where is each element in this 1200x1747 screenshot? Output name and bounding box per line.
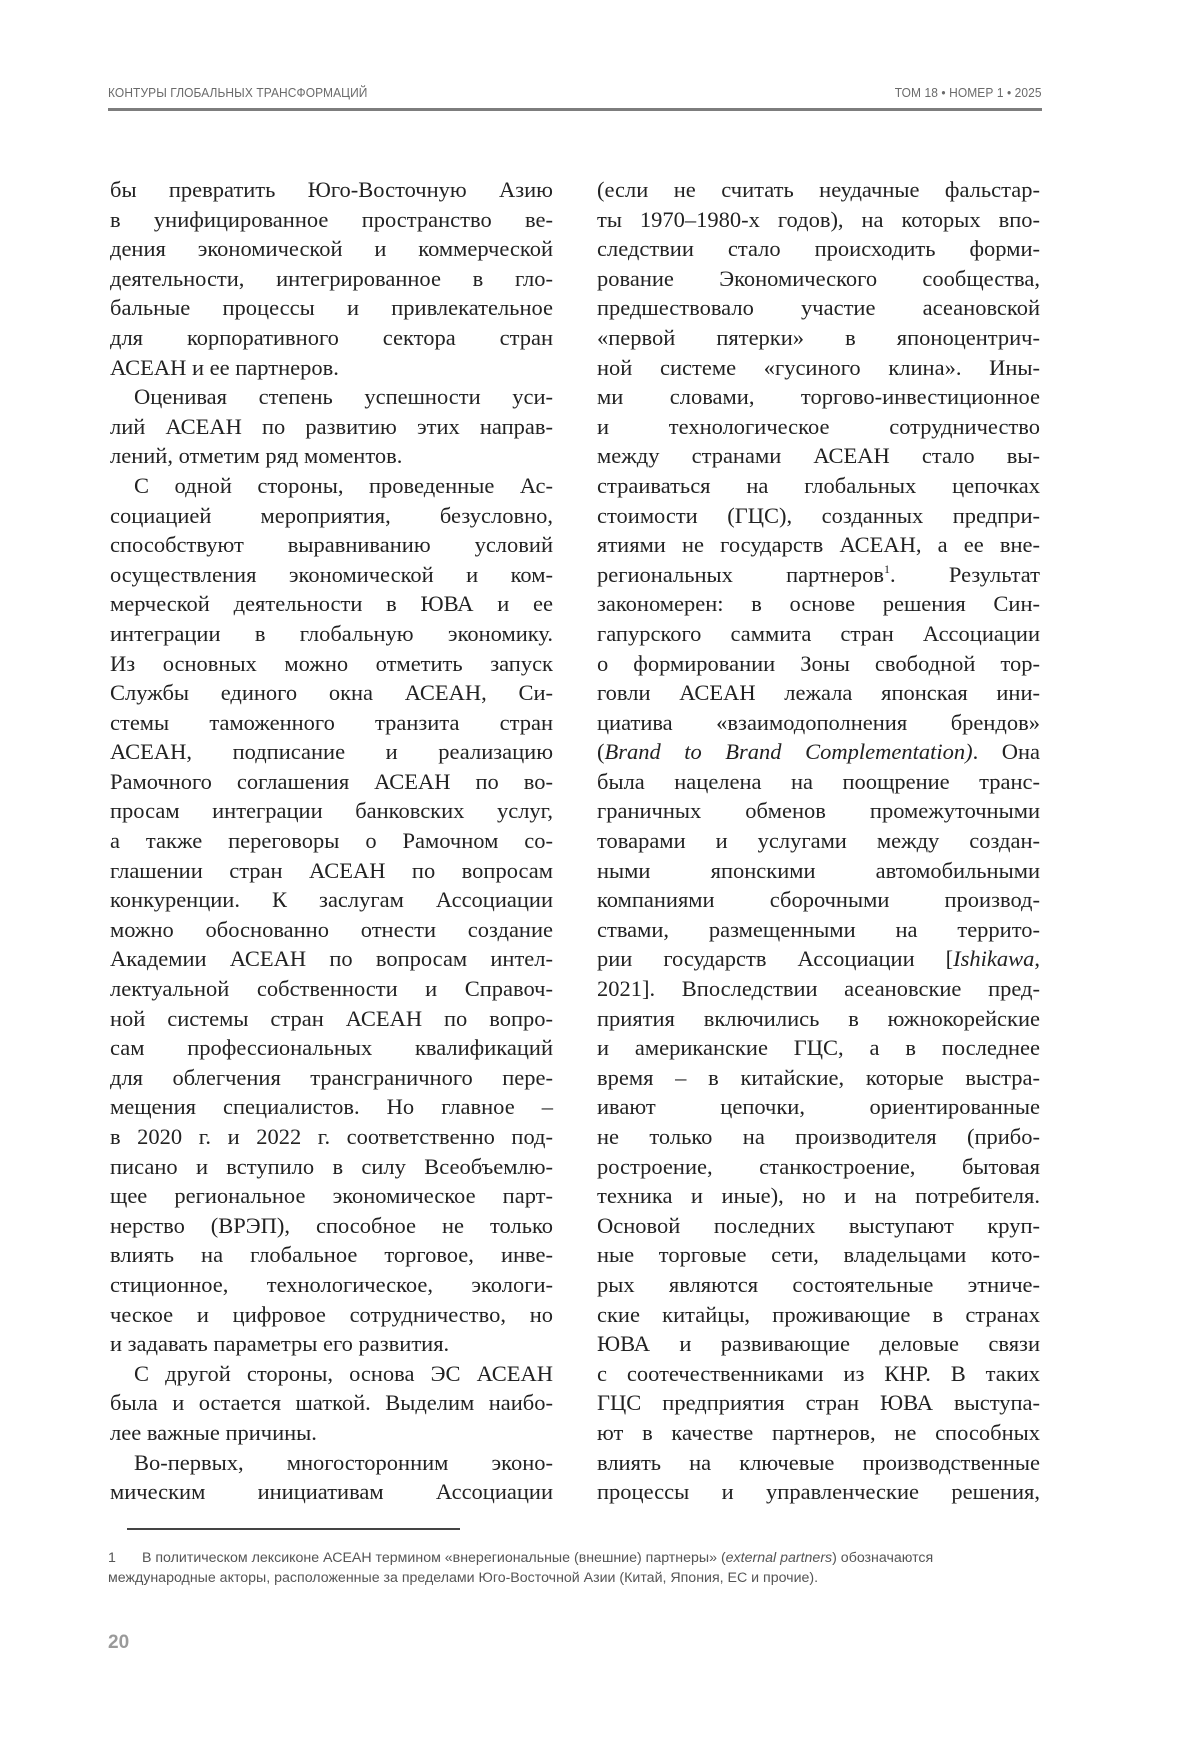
text-line: Академии АСЕАН по вопросам интел- bbox=[110, 944, 553, 974]
text-line: процессы и управленческие решения, bbox=[597, 1477, 1040, 1507]
text-line: в унифицированное пространство ве- bbox=[110, 205, 553, 235]
text-line: мещения специалистов. Но главное – bbox=[110, 1092, 553, 1122]
text-line: (если не считать неудачные фальстар- bbox=[597, 175, 1040, 205]
footnote-separator bbox=[127, 1528, 460, 1530]
text-line: бы превратить Юго-Восточную Азию bbox=[110, 175, 553, 205]
text-line: лектуальной собственности и Справоч- bbox=[110, 974, 553, 1004]
text-line: лий АСЕАН по развитию этих направ- bbox=[110, 412, 553, 442]
text-line bbox=[597, 737, 1040, 767]
text-line: дения экономической и коммерческой bbox=[110, 234, 553, 264]
text-line: социацией мероприятия, безусловно, bbox=[110, 501, 553, 531]
text-line: сам профессиональных квалификаций bbox=[110, 1033, 553, 1063]
issue-info: ТОМ 18 • НОМЕР 1 • 2025 bbox=[895, 85, 1042, 100]
text-line: Во-первых, многосторонним эконо- bbox=[110, 1448, 553, 1478]
left-text-column bbox=[110, 175, 553, 1507]
text-line: глашении стран АСЕАН по вопросам bbox=[110, 856, 553, 886]
text-line: время – в китайские, которые выстра- bbox=[597, 1063, 1040, 1093]
journal-title: КОНТУРЫ ГЛОБАЛЬНЫХ ТРАНСФОРМАЦИЙ bbox=[108, 85, 367, 100]
text-line: щее региональное экономическое парт- bbox=[110, 1181, 553, 1211]
text-line: между странами АСЕАН стало вы- bbox=[597, 441, 1040, 471]
italic-text: Brand to Brand Complementation) bbox=[605, 739, 973, 764]
text-line: гапурского саммита стран Ассоциации bbox=[597, 619, 1040, 649]
text-line: стоимости (ГЦС), созданных предпри- bbox=[597, 501, 1040, 531]
text-line: ные торговые сети, владельцами кото- bbox=[597, 1240, 1040, 1270]
text-line: ятиями не государств АСЕАН, а ее вне- bbox=[597, 530, 1040, 560]
text-line: в 2020 г. и 2022 г. соответственно под- bbox=[110, 1122, 553, 1152]
text-line: рование Экономического сообщества, bbox=[597, 264, 1040, 294]
text-line: была и остается шаткой. Выделим наибо- bbox=[110, 1388, 553, 1418]
text-segment: . Она bbox=[973, 739, 1040, 764]
text-line: Основой последних выступают круп- bbox=[597, 1211, 1040, 1241]
text-line: ствами, размещенными на террито- bbox=[597, 915, 1040, 945]
text-line: осуществления экономической и ком- bbox=[110, 560, 553, 590]
text-line: ские китайцы, проживающие в странах bbox=[597, 1300, 1040, 1330]
text-line: ют в качестве партнеров, не способных bbox=[597, 1418, 1040, 1448]
text-line: ной системы стран АСЕАН по вопро- bbox=[110, 1004, 553, 1034]
text-line: способствуют выравниванию условий bbox=[110, 530, 553, 560]
text-line: Рамочного соглашения АСЕАН по во- bbox=[110, 767, 553, 797]
text-line: АСЕАН, подписание и реализацию bbox=[110, 737, 553, 767]
text-line bbox=[597, 560, 1040, 590]
text-line: писано и вступило в силу Всеобъемлю- bbox=[110, 1152, 553, 1182]
text-segment: региональных партнеров bbox=[597, 562, 884, 587]
text-line: стиционное, технологическое, экологи- bbox=[110, 1270, 553, 1300]
text-line: циатива «взаимодополнения брендов» bbox=[597, 708, 1040, 738]
text-line: деятельности, интегрированное в гло- bbox=[110, 264, 553, 294]
text-line: мерческой деятельности в ЮВА и ее bbox=[110, 589, 553, 619]
text-line: рых являются состоятельные этниче- bbox=[597, 1270, 1040, 1300]
text-line: товарами и услугами между создан- bbox=[597, 826, 1040, 856]
footnote-number: 1 bbox=[108, 1548, 138, 1568]
page-number: 20 bbox=[108, 1632, 129, 1654]
text-line: конкуренции. К заслугам Ассоциации bbox=[110, 885, 553, 915]
text-line: с соотечественниками из КНР. В таких bbox=[597, 1359, 1040, 1389]
text-line: следствии стало происходить форми- bbox=[597, 234, 1040, 264]
italic-text: Ishikawa bbox=[953, 946, 1034, 971]
text-line: и задавать параметры его развития. bbox=[110, 1329, 553, 1359]
text-line: предшествовало участие асеановской bbox=[597, 293, 1040, 323]
right-text-column bbox=[597, 175, 1040, 1507]
text-line: С другой стороны, основа ЭС АСЕАН bbox=[110, 1359, 553, 1389]
text-line: страиваться на глобальных цепочках bbox=[597, 471, 1040, 501]
text-segment: , bbox=[1034, 946, 1040, 971]
text-line: интеграции в глобальную экономику. bbox=[110, 619, 553, 649]
text-line: и американские ГЦС, а в последнее bbox=[597, 1033, 1040, 1063]
text-line: ты 1970–1980-х годов), на которых впо- bbox=[597, 205, 1040, 235]
text-line: 2021]. Впоследствии асеановские пред- bbox=[597, 974, 1040, 1004]
text-segment: . Результат bbox=[890, 562, 1040, 587]
footnote-reference: 1 bbox=[884, 562, 890, 576]
footnote bbox=[108, 1548, 1043, 1588]
text-line: а также переговоры о Рамочном со- bbox=[110, 826, 553, 856]
text-line: компаниями сборочными производ- bbox=[597, 885, 1040, 915]
text-line: была нацелена на поощрение транс- bbox=[597, 767, 1040, 797]
text-line: техника и иные), но и на потребителя. bbox=[597, 1181, 1040, 1211]
text-line: граничных обменов промежуточными bbox=[597, 796, 1040, 826]
text-line: закономерен: в основе решения Син- bbox=[597, 589, 1040, 619]
text-line: «первой пятерки» в японоцентрич- bbox=[597, 323, 1040, 353]
text-line: С одной стороны, проведенные Ас- bbox=[110, 471, 553, 501]
footnote-text: ) обозначаются международные акторы, расположенные за пределами Юго-Восточной Азии (Китай, Япония, ЕС и прочие). bbox=[108, 1550, 933, 1586]
text-line: не только на производителя (прибо- bbox=[597, 1122, 1040, 1152]
text-line: ивают цепочки, ориентированные bbox=[597, 1092, 1040, 1122]
text-line: лений, отметим ряд моментов. bbox=[110, 441, 553, 471]
text-line: нерство (ВРЭП), способное не только bbox=[110, 1211, 553, 1241]
text-line: и технологическое сотрудничество bbox=[597, 412, 1040, 442]
text-line: стемы таможенного транзита стран bbox=[110, 708, 553, 738]
text-line: бальные процессы и привлекательное bbox=[110, 293, 553, 323]
text-segment: ( bbox=[597, 739, 605, 764]
header-rule bbox=[108, 108, 1042, 111]
text-line: просам интеграции банковских услуг, bbox=[110, 796, 553, 826]
text-line: АСЕАН и ее партнеров. bbox=[110, 353, 553, 383]
text-line: Службы единого окна АСЕАН, Си- bbox=[110, 678, 553, 708]
text-line: говли АСЕАН лежала японская ини- bbox=[597, 678, 1040, 708]
text-line: ГЦС предприятия стран ЮВА выступа- bbox=[597, 1388, 1040, 1418]
text-line: Из основных можно отметить запуск bbox=[110, 649, 553, 679]
text-line: лее важные причины. bbox=[110, 1418, 553, 1448]
footnote-italic-text: external partners bbox=[726, 1550, 832, 1566]
text-line: мическим инициативам Ассоциации bbox=[110, 1477, 553, 1507]
text-line: ростроение, станкостроение, бытовая bbox=[597, 1152, 1040, 1182]
text-line: влиять на ключевые производственные bbox=[597, 1448, 1040, 1478]
text-line bbox=[597, 944, 1040, 974]
text-line: ческое и цифровое сотрудничество, но bbox=[110, 1300, 553, 1330]
text-line: ными японскими автомобильными bbox=[597, 856, 1040, 886]
text-line: для корпоративного сектора стран bbox=[110, 323, 553, 353]
text-line: можно обоснованно отнести создание bbox=[110, 915, 553, 945]
text-line: ми словами, торгово-инвестиционное bbox=[597, 382, 1040, 412]
text-line: ЮВА и развивающие деловые связи bbox=[597, 1329, 1040, 1359]
text-line: ной системе «гусиного клина». Ины- bbox=[597, 353, 1040, 383]
text-segment: рии государств Ассоциации [ bbox=[597, 946, 953, 971]
footnote-text: В политическом лексиконе АСЕАН термином «внерегиональные (внешние) партнеры» ( bbox=[142, 1550, 726, 1566]
text-line: Оценивая степень успешности уси- bbox=[110, 382, 553, 412]
text-line: приятия включились в южнокорейские bbox=[597, 1004, 1040, 1034]
text-line: влиять на глобальное торговое, инве- bbox=[110, 1240, 553, 1270]
text-line: для облегчения трансграничного пере- bbox=[110, 1063, 553, 1093]
text-line: о формировании Зоны свободной тор- bbox=[597, 649, 1040, 679]
